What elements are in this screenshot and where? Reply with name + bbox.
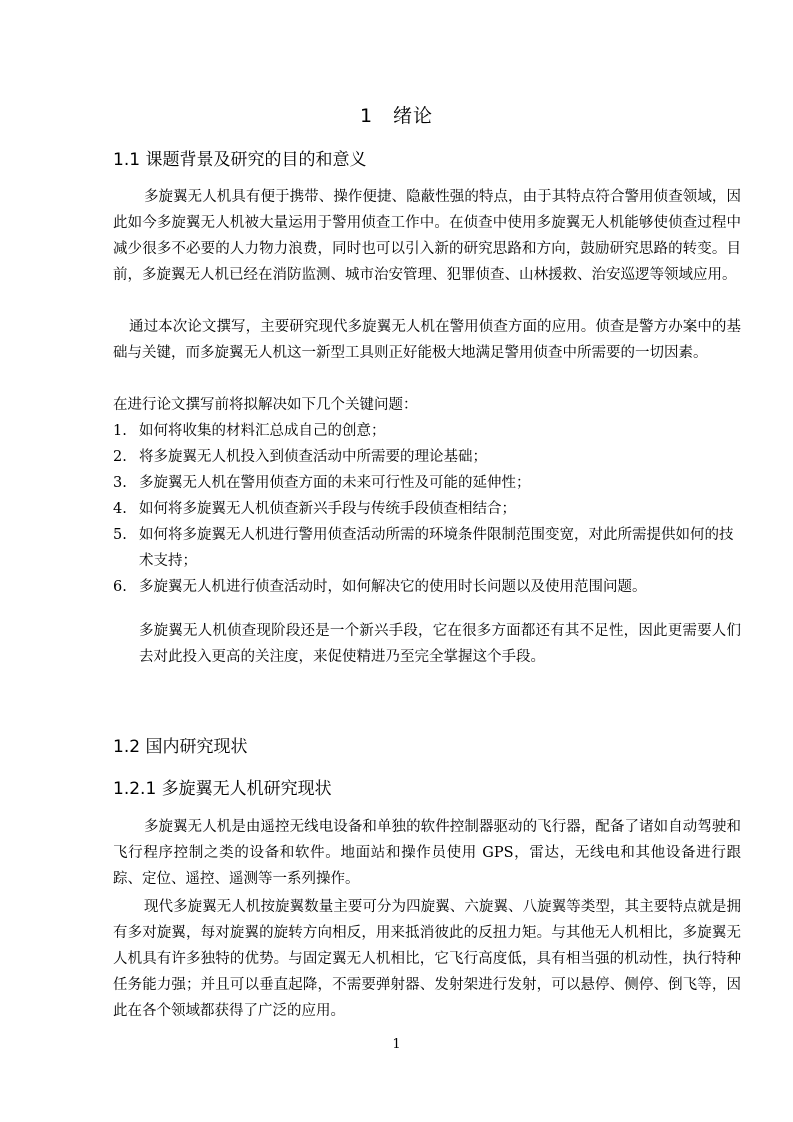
list-item xyxy=(113,444,741,470)
section-1-1-paragraph-2: 通过本次论文撰写，主要研究现代多旋翼无人机在警用侦查方面的应用。侦查是警方办案中的基础与关键，而多旋翼无人机这一新型工具则正好能极大地满足警用侦查中所需要的一切因素。 xyxy=(113,319,741,361)
list-item xyxy=(113,496,741,522)
page-number: 1 xyxy=(392,1037,401,1052)
list-item-text: 如何将多旋翼无人机侦查新兴手段与传统手段侦查相结合； xyxy=(139,501,516,517)
list-item-text: 将多旋翼无人机投入到侦查活动中所需要的理论基础； xyxy=(139,449,487,465)
section-heading-1-2: 1.2 国内研究现状 xyxy=(113,737,248,757)
list-item-number: 5. xyxy=(113,527,127,543)
section-1-1-closing-paragraph: 多旋翼无人机侦查现阶段还是一个新兴手段，它在很多方面都还有其不足性，因此更需要人们去对此投入更高的关注度，来促使精进乃至完全掌握这个手段。 xyxy=(139,623,741,665)
chapter-title: 1 绪论 xyxy=(359,105,434,127)
list-item-number: 2. xyxy=(113,449,127,465)
list-item xyxy=(113,522,741,574)
subsection-heading-1-2-1: 1.2.1 多旋翼无人机研究现状 xyxy=(113,779,332,799)
list-item-text: 多旋翼无人机进行侦查活动时，如何解决它的使用时长问题以及使用范围问题。 xyxy=(139,579,647,595)
list-item xyxy=(113,470,741,496)
list-item-number: 6. xyxy=(113,579,127,595)
section-heading-1-1: 1.1 课题背景及研究的目的和意义 xyxy=(113,150,367,170)
list-item-text: 多旋翼无人机在警用侦查方面的未来可行性及可能的延伸性； xyxy=(139,475,531,491)
list-item-text: 如何将多旋翼无人机进行警用侦查活动所需的环境条件限制范围变宽，对此所需提供如何的技术支持； xyxy=(139,527,734,569)
subsection-1-2-1-paragraph-2: 现代多旋翼无人机按旋翼数量主要可分为四旋翼、六旋翼、八旋翼等类型，其主要特点就是拥有多对旋翼，每对旋翼的旋转方向相反，用来抵消彼此的反扭力矩。与其他无人机相比，多旋翼无人机具有许多独特的优势。与固定翼无人机相比，它飞行高度低，具有相当强的机动性，执行特种任务能力强；并且可以垂直起降，不需要弹射器、发射架进行发射，可以悬停、侧停、倒飞等，因此在各个领域都获得了广泛的应用。 xyxy=(113,899,741,1019)
list-item-number: 4. xyxy=(113,501,127,517)
key-questions-list xyxy=(113,418,741,600)
list-item-text: 如何将收集的材料汇总成自己的创意； xyxy=(139,423,386,439)
key-questions-intro: 在进行论文撰写前将拟解决如下几个关键问题： xyxy=(113,397,418,413)
section-1-1-paragraph-1: 多旋翼无人机具有便于携带、操作便捷、隐蔽性强的特点，由于其特点符合警用侦查领域，因此如今多旋翼无人机被大量运用于警用侦查工作中。在侦查中使用多旋翼无人机能够使侦查过程中减少很多不必要的人力物力浪费，同时也可以引入新的研究思路和方向，鼓励研究思路的转变。目前，多旋翼无人机已经在消防监测、城市治安管理、犯罪侦查、山林援救、治安巡逻等领域应用。 xyxy=(113,189,741,283)
list-item-number: 1. xyxy=(113,423,127,439)
list-item xyxy=(113,418,741,444)
list-item-number: 3. xyxy=(113,475,127,491)
subsection-1-2-1-paragraph-1: 多旋翼无人机是由遥控无线电设备和单独的软件控制器驱动的飞行器，配备了诸如自动驾驶和飞行程序控制之类的设备和软件。地面站和操作员使用 GPS，雷达，无线电和其他设备进行跟踪、定位、遥控、遥测等一系列操作。 xyxy=(113,819,741,887)
list-item xyxy=(113,574,741,600)
